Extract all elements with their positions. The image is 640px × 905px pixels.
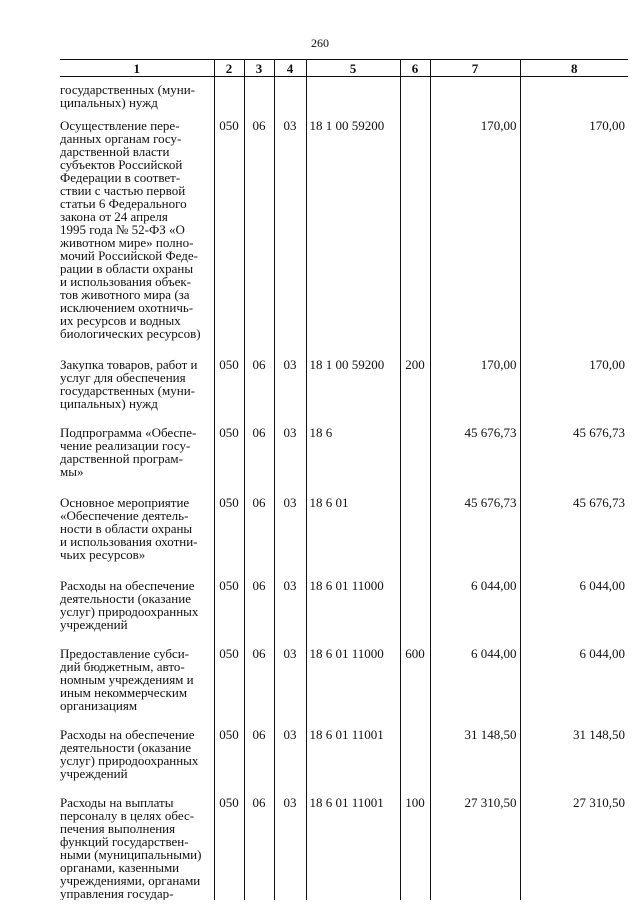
table-row xyxy=(60,577,628,645)
row-name: Предоставление субси- дий бюджетным, авто- номным учреждениям и иным некоммерческим организациям xyxy=(60,646,194,713)
cell-col-7: 6 044,00 xyxy=(430,577,520,645)
cell-col-8: 170,00 xyxy=(520,117,628,356)
cell-col-8: 45 676,73 xyxy=(520,424,628,494)
table-row xyxy=(60,726,628,794)
cell-col-5: 18 1 00 59200 xyxy=(306,356,400,424)
row-name: Основное мероприятие «Обеспечение деятель- ности в области охраны и использования охотни- чьих ресурсов» xyxy=(60,495,198,562)
cell-col-5: 18 6 01 xyxy=(306,494,400,577)
cell-col-7: 31 148,50 xyxy=(430,726,520,794)
row-name-cell xyxy=(60,577,214,645)
cell-col-7: 170,00 xyxy=(430,117,520,356)
cell-col-5: 18 6 01 11001 xyxy=(306,794,400,900)
table-row xyxy=(60,117,628,356)
cell-col-2: 050 xyxy=(214,794,244,900)
cell-col-2: 050 xyxy=(214,577,244,645)
cell-col-4: 03 xyxy=(274,356,306,424)
column-header: 5 xyxy=(306,60,400,77)
row-name-cell xyxy=(60,77,214,118)
cell-col-5: 18 6 01 11000 xyxy=(306,577,400,645)
cell-col-3: 06 xyxy=(244,424,274,494)
row-name-cell xyxy=(60,645,214,726)
cell-col-6 xyxy=(400,77,430,118)
cell-col-4: 03 xyxy=(274,424,306,494)
row-name-cell xyxy=(60,424,214,494)
cell-col-6: 200 xyxy=(400,356,430,424)
cell-col-2: 050 xyxy=(214,494,244,577)
row-name-cell xyxy=(60,356,214,424)
table-row xyxy=(60,645,628,726)
cell-col-5: 18 6 01 11000 xyxy=(306,645,400,726)
table-header-row xyxy=(60,60,628,77)
table-row xyxy=(60,494,628,577)
page-number: 260 xyxy=(311,36,329,50)
cell-col-4: 03 xyxy=(274,494,306,577)
column-header: 2 xyxy=(214,60,244,77)
cell-col-4: 03 xyxy=(274,117,306,356)
cell-col-7: 170,00 xyxy=(430,356,520,424)
cell-col-8: 6 044,00 xyxy=(520,645,628,726)
cell-col-6 xyxy=(400,424,430,494)
cell-col-4 xyxy=(274,77,306,118)
cell-col-7: 27 310,50 xyxy=(430,794,520,900)
column-header: 4 xyxy=(274,60,306,77)
cell-col-6 xyxy=(400,494,430,577)
row-name-cell xyxy=(60,494,214,577)
cell-col-6 xyxy=(400,117,430,356)
row-name: Осуществление пере- данных органам госу- дарственной власти субъектов Российской Федерации в соответ- ствии с частью первой статьи 6 Федерального закона от 24 апреля 1995 года № 52-ФЗ «О животном мире» полно- мочий Российской Феде- рации в области охраны и использования объек- тов животного мира (за исключением охотничь- их ресурсов и водных биологических ресурсов) xyxy=(60,118,201,341)
cell-col-8: 45 676,73 xyxy=(520,494,628,577)
cell-col-2: 050 xyxy=(214,424,244,494)
cell-col-5: 18 6 xyxy=(306,424,400,494)
cell-col-6 xyxy=(400,577,430,645)
cell-col-4: 03 xyxy=(274,577,306,645)
row-name: Расходы на обеспечение деятельности (оказание услуг) природоохранных учреждений xyxy=(60,578,199,632)
cell-col-2: 050 xyxy=(214,645,244,726)
cell-col-4: 03 xyxy=(274,645,306,726)
cell-col-5: 18 6 01 11001 xyxy=(306,726,400,794)
cell-col-7 xyxy=(430,77,520,118)
cell-col-6 xyxy=(400,726,430,794)
cell-col-6: 600 xyxy=(400,645,430,726)
row-name: Расходы на обеспечение деятельности (оказание услуг) природоохранных учреждений xyxy=(60,727,199,781)
budget-table xyxy=(60,59,628,900)
cell-col-7: 45 676,73 xyxy=(430,494,520,577)
cell-col-8: 170,00 xyxy=(520,356,628,424)
table-row xyxy=(60,77,628,118)
cell-col-2 xyxy=(214,77,244,118)
table-row xyxy=(60,424,628,494)
cell-col-2: 050 xyxy=(214,726,244,794)
table-row xyxy=(60,356,628,424)
cell-col-7: 6 044,00 xyxy=(430,645,520,726)
column-header: 6 xyxy=(400,60,430,77)
column-header: 3 xyxy=(244,60,274,77)
cell-col-6: 100 xyxy=(400,794,430,900)
cell-col-4: 03 xyxy=(274,794,306,900)
row-name-cell xyxy=(60,117,214,356)
cell-col-5 xyxy=(306,77,400,118)
cell-col-2: 050 xyxy=(214,356,244,424)
cell-col-3: 06 xyxy=(244,494,274,577)
cell-col-7: 45 676,73 xyxy=(430,424,520,494)
cell-col-3: 06 xyxy=(244,117,274,356)
column-header: 7 xyxy=(430,60,520,77)
cell-col-5: 18 1 00 59200 xyxy=(306,117,400,356)
cell-col-3 xyxy=(244,77,274,118)
row-name-cell xyxy=(60,794,214,900)
cell-col-3: 06 xyxy=(244,577,274,645)
row-name: Расходы на выплаты персоналу в целях обес- печения выполнения функций государствен- ными (муниципальными) органами, казенными учреждениями, органами управления государ- xyxy=(60,795,202,900)
row-name: государственных (муни- ципальных) нужд xyxy=(60,82,195,110)
cell-col-8: 27 310,50 xyxy=(520,794,628,900)
cell-col-4: 03 xyxy=(274,726,306,794)
cell-col-8: 31 148,50 xyxy=(520,726,628,794)
cell-col-8 xyxy=(520,77,628,118)
row-name: Закупка товаров, работ и услуг для обеспечения государственных (муни- ципальных) нужд xyxy=(60,357,198,411)
cell-col-3: 06 xyxy=(244,356,274,424)
cell-col-3: 06 xyxy=(244,726,274,794)
column-header: 8 xyxy=(520,60,628,77)
cell-col-3: 06 xyxy=(244,794,274,900)
column-header: 1 xyxy=(60,60,214,77)
row-name-cell xyxy=(60,726,214,794)
cell-col-3: 06 xyxy=(244,645,274,726)
row-name: Подпрограмма «Обеспе- чение реализации госу- дарственной програм- мы» xyxy=(60,425,197,479)
table-row xyxy=(60,794,628,900)
cell-col-8: 6 044,00 xyxy=(520,577,628,645)
cell-col-2: 050 xyxy=(214,117,244,356)
